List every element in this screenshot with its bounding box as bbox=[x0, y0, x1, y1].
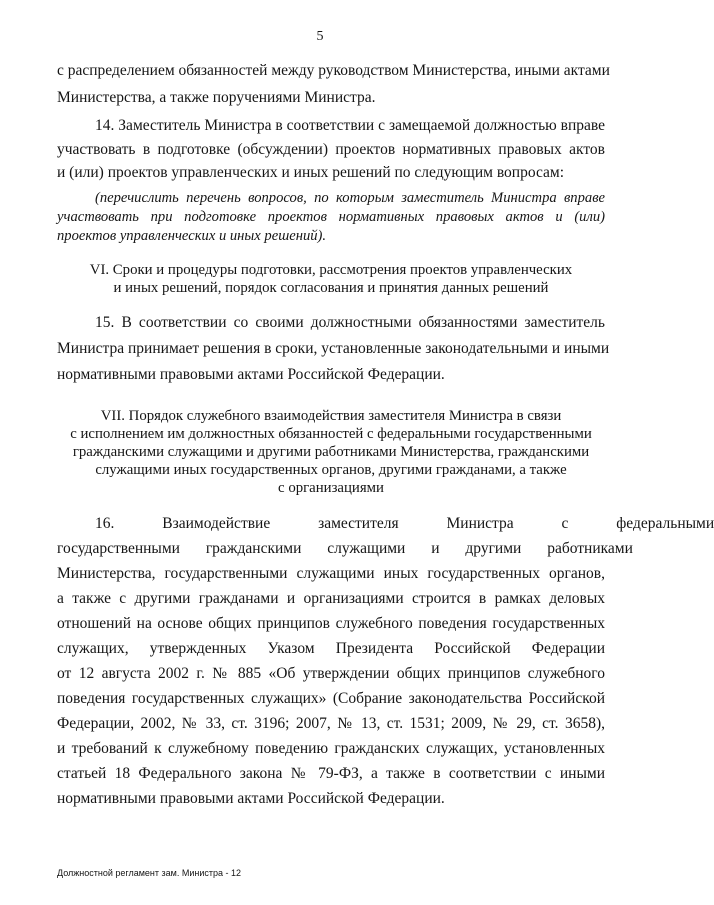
paragraph-16-text: 16. Взаимодействие заместителя Министра с федеральными bbox=[95, 515, 714, 532]
page-number: 5 bbox=[316, 29, 324, 44]
paragraph-16-line: и требований к служебному поведению гражданских служащих, установленных bbox=[57, 740, 605, 757]
paragraph-16-line: служащих, утвержденных Указом Президента Российской Федерации bbox=[57, 640, 605, 657]
footer-document-title: Должностной регламент зам. Министра - 12 bbox=[57, 868, 241, 878]
instruction-note-line: (перечислить перечень вопросов, по которым заместитель Министра вправе bbox=[95, 190, 605, 206]
paragraph-16-line: от 12 августа 2002 г. № 885 «Об утверждении общих принципов служебного bbox=[57, 665, 605, 682]
paragraph-16-line: а также с другими гражданами и организациями строится в рамках деловых bbox=[57, 590, 605, 607]
paragraph-15-line: нормативными правовыми актами Российской Федерации. bbox=[57, 366, 445, 383]
paragraph-16-line bbox=[95, 515, 714, 533]
paragraph-16-line: поведения государственных служащих» (Собрание законодательства Российской bbox=[57, 690, 605, 707]
paragraph-15-line: 15. В соответствии со своими должностными обязанностями заместитель bbox=[95, 314, 605, 331]
section-7-heading: с исполнением им должностных обязанностей с федеральными государственными bbox=[70, 426, 592, 442]
instruction-note-line: участвовать при подготовке проектов нормативных правовых актов и (или) bbox=[57, 209, 605, 225]
section-7-heading: гражданскими служащими и другими работниками Министерства, гражданскими bbox=[72, 444, 590, 460]
paragraph-16-line: отношений на основе общих принципов служебного поведения государственных bbox=[57, 615, 605, 632]
paragraph-16-line: Министерства, государственными служащими иных государственных органов, bbox=[57, 565, 605, 582]
instruction-note-line: проектов управленческих и иных решений). bbox=[57, 228, 327, 244]
section-7-heading: служащими иных государственных органов, другими гражданами, а также bbox=[95, 462, 567, 478]
paragraph-14-line: участвовать в подготовке (обсуждении) проектов нормативных правовых актов bbox=[57, 141, 605, 158]
text-line: с распределением обязанностей между руководством Министерства, иными актами bbox=[57, 62, 610, 79]
paragraph-16-line: нормативными правовыми актами Российской Федерации. bbox=[57, 790, 445, 807]
paragraph-15-line: Министра принимает решения в сроки, установленные законодательными и иными bbox=[57, 340, 610, 357]
section-7-heading: VII. Порядок служебного взаимодействия заместителя Министра в связи bbox=[100, 408, 562, 424]
section-6-heading: VI. Сроки и процедуры подготовки, рассмотрения проектов управленческих bbox=[89, 262, 573, 278]
paragraph-14-line: 14. Заместитель Министра в соответствии с замещаемой должностью вправе bbox=[95, 117, 605, 134]
paragraph-16-line: Федерации, 2002, № 33, ст. 3196; 2007, № 13, ст. 1531; 2009, № 29, ст. 3658), bbox=[57, 715, 605, 732]
section-6-heading: и иных решений, порядок согласования и принятия данных решений bbox=[113, 280, 549, 296]
paragraph-16-line: статьей 18 Федерального закона № 79-ФЗ, а также в соответствии с иными bbox=[57, 765, 605, 782]
paragraph-14-line: и (или) проектов управленческих и иных решений по следующим вопросам: bbox=[57, 164, 565, 181]
paragraph-16-line: государственными гражданскими служащими и другими работниками bbox=[57, 540, 633, 557]
section-7-heading: с организациями bbox=[278, 480, 384, 496]
text-line: Министерства, а также поручениями Министра. bbox=[57, 89, 376, 106]
